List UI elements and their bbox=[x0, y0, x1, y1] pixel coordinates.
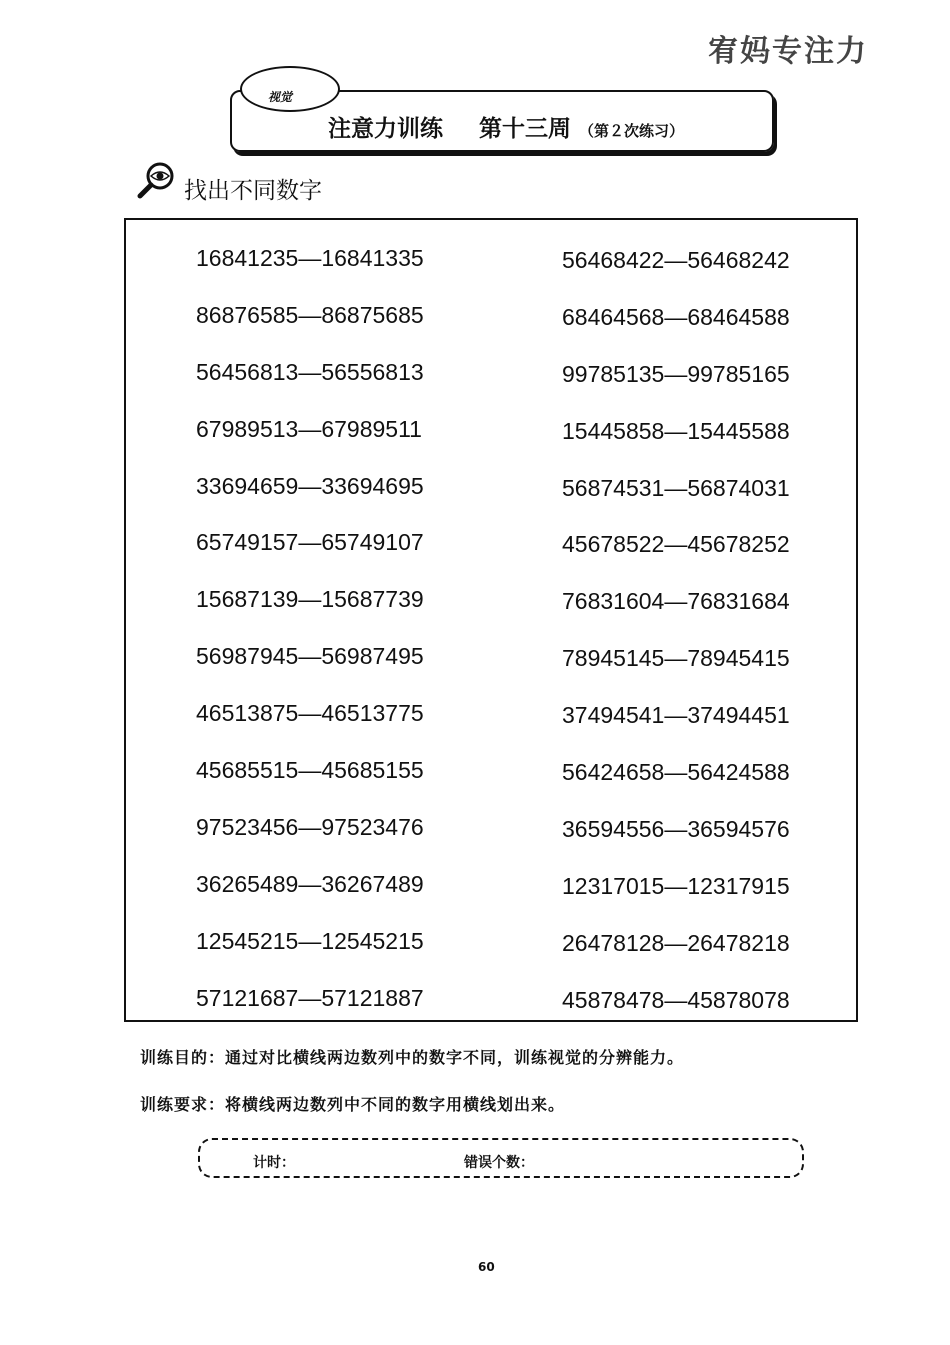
number-pair: 26478128—26478218 bbox=[562, 929, 790, 956]
week-label: 第十三周 bbox=[479, 115, 571, 142]
number-pair: 15687139—15687739 bbox=[196, 586, 424, 613]
number-pair: 45878478—45878078 bbox=[562, 986, 790, 1013]
number-pair: 67989513—67989511 bbox=[196, 415, 422, 442]
number-pair: 56468422—56468242 bbox=[562, 247, 790, 273]
training-purpose: 训练目的：通过对比横线两边数列中的数字不同，训练视觉的分辨能力。 bbox=[140, 1048, 685, 1067]
timer-label: 计时： bbox=[253, 1155, 295, 1171]
error-count-label: 错误个数： bbox=[464, 1155, 534, 1171]
number-pair: 12545215—12545215 bbox=[196, 927, 424, 954]
section-title: 找出不同数字 bbox=[184, 178, 322, 204]
number-pair: 99785135—99785165 bbox=[562, 360, 790, 387]
number-pair: 45678522—45678252 bbox=[562, 531, 790, 558]
number-pair: 15445858—15445588 bbox=[562, 417, 790, 444]
number-pair: 86876585—86875685 bbox=[196, 301, 424, 328]
number-pair: 36594556—36594576 bbox=[562, 815, 790, 842]
number-pair: 68464568—68464588 bbox=[562, 303, 790, 330]
number-pair: 97523456—97523476 bbox=[196, 813, 424, 840]
number-pair: 16841235—16841335 bbox=[196, 245, 424, 271]
number-pair: 56456813—56556813 bbox=[196, 358, 424, 385]
number-pair: 37494541—37494451 bbox=[562, 702, 790, 729]
number-pair: 45685515—45685155 bbox=[196, 757, 424, 784]
practice-label: （第２次练习） bbox=[579, 122, 685, 140]
title-text: 注意力训练 bbox=[328, 115, 443, 142]
page-title bbox=[328, 110, 684, 143]
number-pair: 57121687—57121887 bbox=[196, 984, 424, 1011]
left-column bbox=[196, 242, 424, 1038]
number-pair: 56874531—56874031 bbox=[562, 474, 790, 501]
number-pairs-panel bbox=[124, 218, 858, 1022]
number-pair: 65749157—65749107 bbox=[196, 529, 424, 556]
number-pair: 76831604—76831684 bbox=[562, 588, 790, 615]
number-pair: 33694659—33694695 bbox=[196, 472, 424, 499]
number-pair: 78945145—78945415 bbox=[562, 645, 790, 672]
number-pair: 56987945—56987495 bbox=[196, 643, 424, 670]
right-column bbox=[562, 244, 790, 1040]
training-requirement: 训练要求：将横线两边数列中不同的数字用横线划出来。 bbox=[140, 1095, 566, 1114]
number-pair: 12317015—12317915 bbox=[562, 872, 790, 899]
number-pair: 36265489—36267489 bbox=[196, 870, 424, 897]
eye-magnifier-icon bbox=[136, 160, 178, 202]
number-pair: 56424658—56424588 bbox=[562, 759, 790, 786]
banner-tab-label: 视觉 bbox=[268, 90, 293, 104]
brand-watermark: 宥妈专注力 bbox=[708, 34, 868, 69]
number-pair: 46513875—46513775 bbox=[196, 700, 424, 727]
page-number: 60 bbox=[478, 1260, 495, 1274]
